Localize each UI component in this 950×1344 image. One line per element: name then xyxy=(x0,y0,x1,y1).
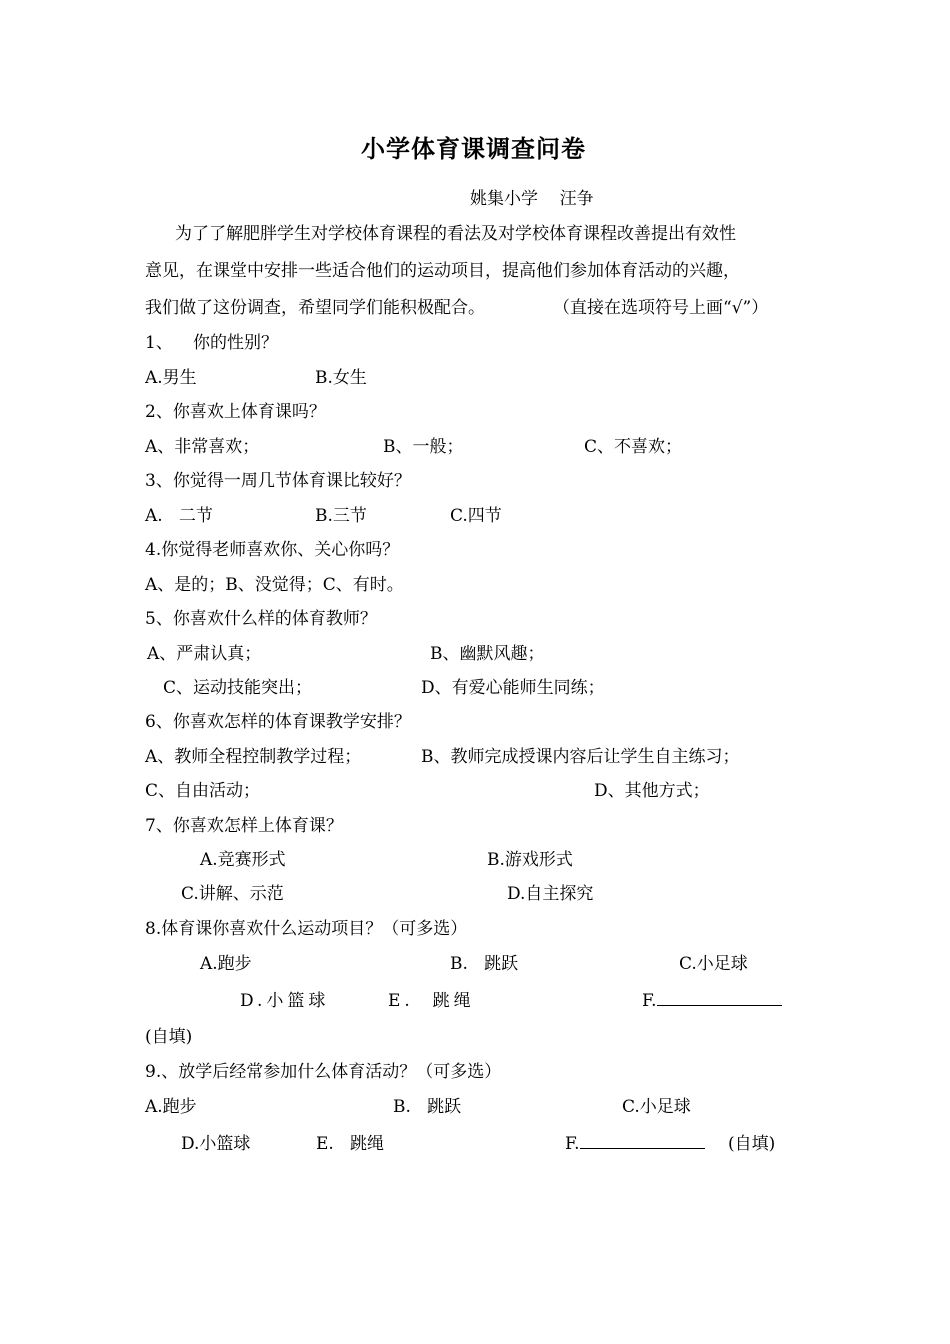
q3-option-c[interactable]: C.四节 xyxy=(450,506,502,526)
q9-option-c[interactable]: C.小足球 xyxy=(622,1097,691,1117)
q3-option-b[interactable]: B.三节 xyxy=(315,506,367,526)
q8-question: 8.体育课你喜欢什么运动项目？（可多选） xyxy=(145,919,468,939)
q9-option-e[interactable]: E. 跳绳 xyxy=(316,1134,385,1154)
q9-option-d[interactable]: D.小篮球 xyxy=(181,1134,251,1154)
intro-line-1: 为了了解肥胖学生对学校体育课程的看法及对学校体育课程改善提出有效性 xyxy=(175,224,736,244)
q3-question: 3、你觉得一周几节体育课比较好？ xyxy=(145,471,411,491)
q7-option-d[interactable]: D.自主探究 xyxy=(507,884,594,904)
q5-option-a[interactable]: A、严肃认真； xyxy=(147,644,262,664)
q9-option-f-label: F. xyxy=(565,1134,580,1154)
q2-option-c[interactable]: C、不喜欢； xyxy=(584,437,683,457)
q7-question: 7、你喜欢怎样上体育课？ xyxy=(145,816,343,836)
intro-instruction: （直接在选项符号上画“√”） xyxy=(553,298,769,318)
q1-question: 你的性别？ xyxy=(193,333,278,353)
q5-option-c[interactable]: C、运动技能突出； xyxy=(163,678,313,698)
q2-question: 2、你喜欢上体育课吗？ xyxy=(145,402,326,422)
q8-option-f-label: F. xyxy=(642,991,657,1011)
q8-option-f[interactable] xyxy=(642,989,782,1013)
q7-option-b[interactable]: B.游戏形式 xyxy=(487,850,573,870)
q8-self-fill-note: (自填) xyxy=(145,1027,193,1047)
q8-option-a[interactable]: A.跑步 xyxy=(200,954,252,974)
q9-fill-blank[interactable] xyxy=(580,1132,705,1149)
q8-option-b[interactable]: B. 跳跃 xyxy=(450,954,519,974)
q2-option-b[interactable]: B、一般； xyxy=(383,437,464,457)
intro-line-2: 意见，在课堂中安排一些适合他们的运动项目，提高他们参加体育活动的兴趣， xyxy=(145,261,740,281)
q4-question: 4.你觉得老师喜欢你、关心你吗？ xyxy=(145,540,400,560)
q8-option-c[interactable]: C.小足球 xyxy=(679,954,748,974)
q9-option-a[interactable]: A.跑步 xyxy=(145,1097,197,1117)
q5-question: 5、你喜欢什么样的体育教师？ xyxy=(145,609,377,629)
intro-line-3: 我们做了这份调查，希望同学们能积极配合。 xyxy=(145,298,485,318)
q5-option-b[interactable]: B、幽默风趣； xyxy=(430,644,545,664)
q6-option-d[interactable]: D、其他方式； xyxy=(594,781,710,801)
q3-option-a[interactable]: A. 二节 xyxy=(145,506,213,526)
q6-option-b[interactable]: B、教师完成授课内容后让学生自主练习； xyxy=(421,747,740,767)
q1-number: 1、 xyxy=(145,333,173,353)
q9-question: 9.、放学后经常参加什么体育活动？（可多选） xyxy=(145,1062,502,1082)
q9-self-fill-note: (自填) xyxy=(728,1134,776,1154)
author-line: 姚集小学 汪争 xyxy=(470,189,594,209)
q6-option-c[interactable]: C、自由活动； xyxy=(145,781,261,801)
page-title: 小学体育课调查问卷 xyxy=(361,134,586,163)
q9-option-b[interactable]: B. 跳跃 xyxy=(393,1097,462,1117)
q1-option-b[interactable]: B.女生 xyxy=(315,368,367,388)
q2-option-a[interactable]: A、非常喜欢； xyxy=(145,437,260,457)
q7-option-a[interactable]: A.竞赛形式 xyxy=(200,850,286,870)
q8-option-e[interactable]: E. 跳绳 xyxy=(388,991,475,1011)
q8-fill-blank[interactable] xyxy=(657,989,782,1006)
q4-options[interactable]: A、是的；B、没觉得；C、有时。 xyxy=(145,575,404,595)
q6-option-a[interactable]: A、教师全程控制教学过程； xyxy=(145,747,362,767)
q1-option-a[interactable]: A.男生 xyxy=(145,368,197,388)
q8-option-d[interactable]: D.小篮球 xyxy=(240,991,330,1011)
q6-question: 6、你喜欢怎样的体育课教学安排？ xyxy=(145,712,411,732)
q5-option-d[interactable]: D、有爱心能师生同练； xyxy=(421,678,605,698)
q7-option-c[interactable]: C.讲解、示范 xyxy=(181,884,284,904)
q9-option-f[interactable] xyxy=(565,1132,705,1156)
